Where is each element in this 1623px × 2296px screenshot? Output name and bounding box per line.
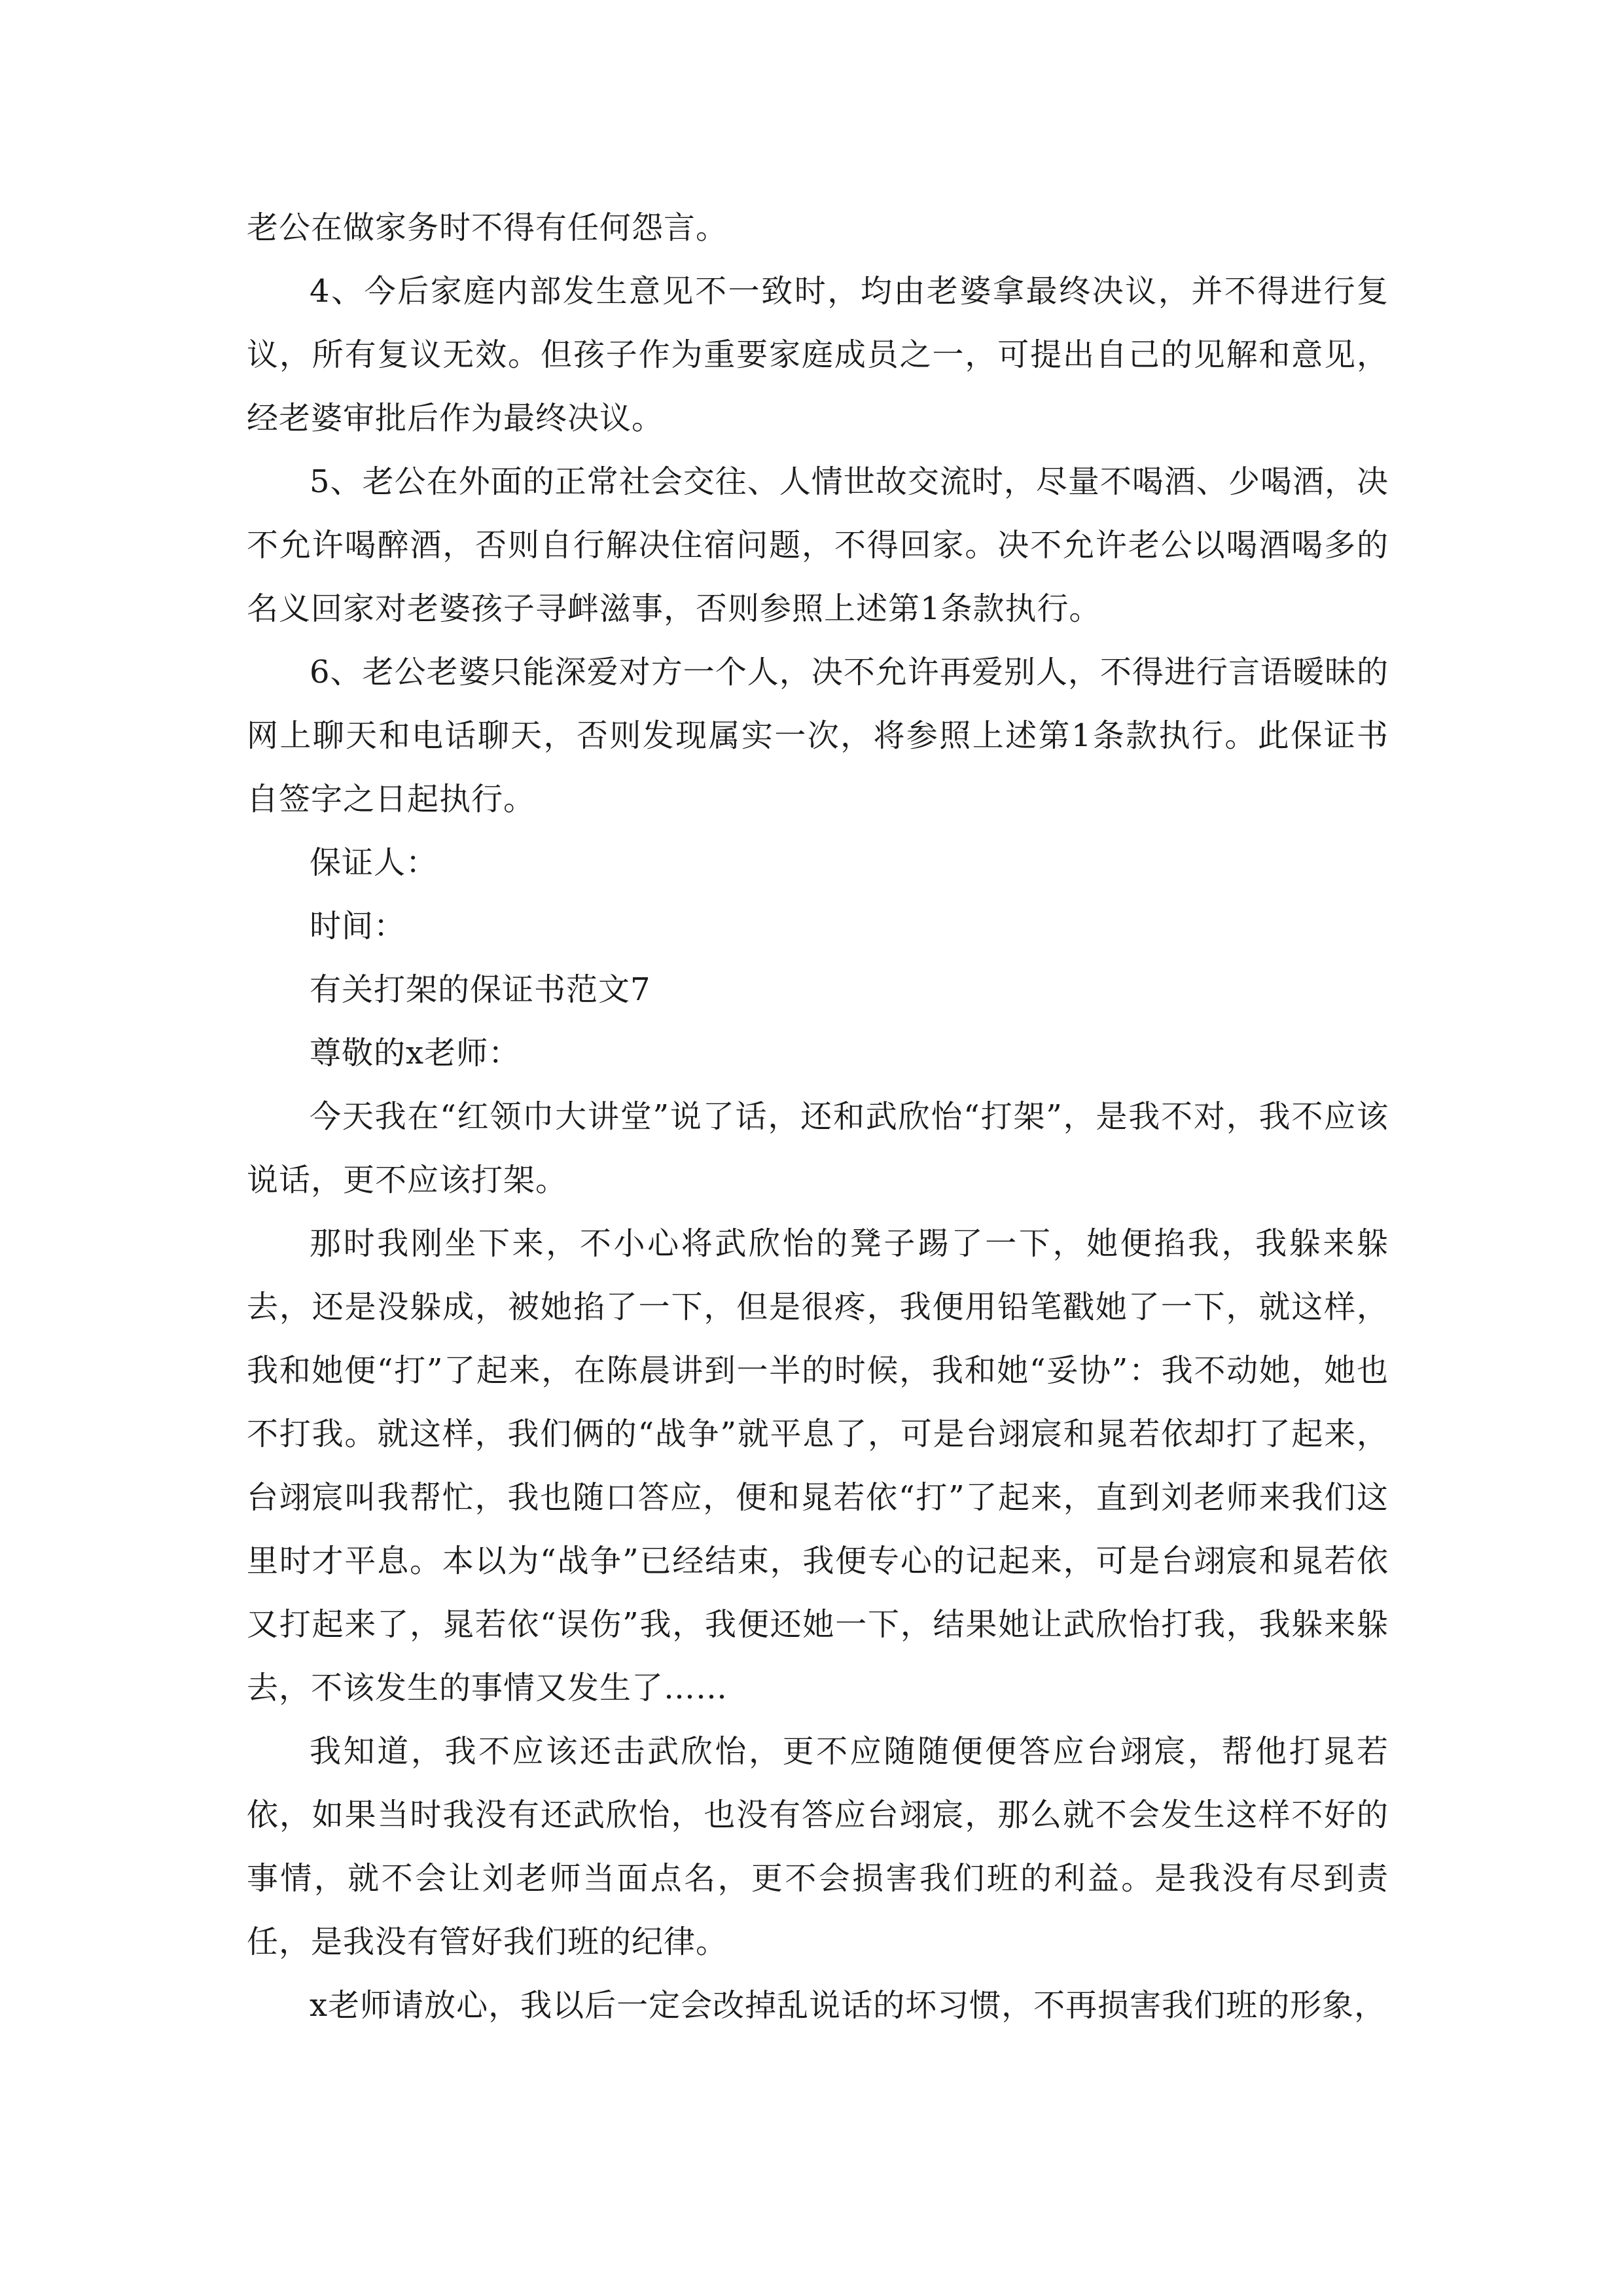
paragraph-body-4: x老师请放心，我以后一定会改掉乱说话的坏习惯，不再损害我们班的形象，	[310, 1987, 1387, 2024]
date-line: 时间：	[310, 908, 406, 944]
paragraph-body-3: 我知道，我不应该还击武欣怡，更不应随随便便答应台翊宸，帮他打晁若依，如果当时我没有还武欣怡，也没有答应台翊宸，那么就不会发生这样不好的事情，就不会让刘老师当面点名，更不会损害我们班的利益。是我没有尽到责任，是我没有管好我们班的纪律。	[247, 1733, 1389, 1960]
document-body	[247, 196, 1389, 2037]
paragraph-clause-4: 4、今后家庭内部发生意见不一致时，均由老婆拿最终决议，并不得进行复议，所有复议无效。但孩子作为重要家庭成员之一，可提出自己的见解和意见，经老婆审批后作为最终决议。	[247, 273, 1389, 437]
paragraph-continuation: 老公在做家务时不得有任何怨言。	[247, 209, 728, 246]
paragraph-clause-6: 6、老公老婆只能深爱对方一个人，决不允许再爱别人，不得进行言语暧昧的网上聊天和电话聊天，否则发现属实一次，将参照上述第1条款执行。此保证书自签字之日起执行。	[247, 654, 1389, 817]
paragraph-body-1: 今天我在“红领巾大讲堂”说了话，还和武欣怡“打架”，是我不对，我不应该说话，更不应该打架。	[247, 1098, 1389, 1198]
guarantor-line: 保证人：	[310, 844, 438, 881]
section-title: 有关打架的保证书范文7	[310, 971, 651, 1008]
paragraph-clause-5: 5、老公在外面的正常社会交往、人情世故交流时，尽量不喝酒、少喝酒，决不允许喝醉酒，否则自行解决住宿问题，不得回家。决不允许老公以喝酒喝多的名义回家对老婆孩子寻衅滋事，否则参照上述第1条款执行。	[247, 463, 1389, 627]
paragraph-body-2: 那时我刚坐下来，不小心将武欣怡的凳子踢了一下，她便掐我，我躲来躲去，还是没躲成，被她掐了一下，但是很疼，我便用铅笔戳她了一下，就这样，我和她便“打”了起来，在陈晨讲到一半的时候，我和她“妥协”：我不动她，她也不打我。就这样，我们俩的“战争”就平息了，可是台翊宸和晁若依却打了起来，台翊宸叫我帮忙，我也随口答应，便和晁若依“打”了起来，直到刘老师来我们这里时才平息。本以为“战争”已经结束，我便专心的记起来，可是台翊宸和晁若依又打起来了，晁若依“误伤”我，我便还她一下，结果她让武欣怡打我，我躲来躲去，不该发生的事情又发生了……	[247, 1225, 1389, 1706]
salutation: 尊敬的x老师：	[310, 1035, 521, 1071]
